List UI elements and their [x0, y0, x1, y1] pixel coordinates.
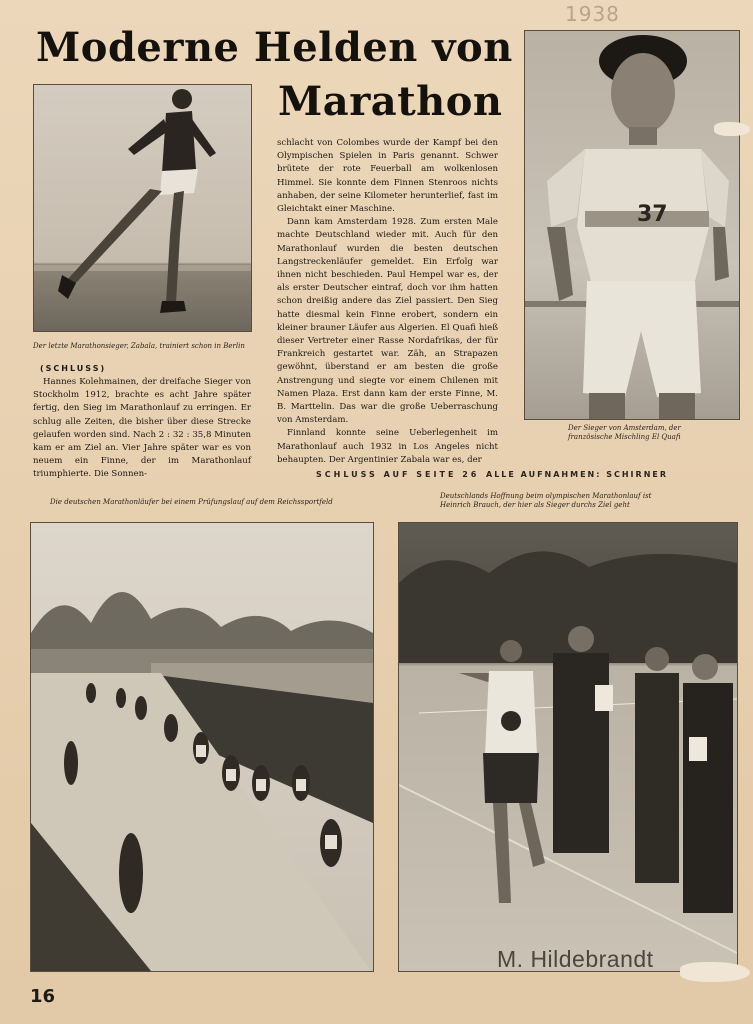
caption-brauch-line2: Heinrich Brauch, der hier als Sieger durchs Ziel geht: [440, 501, 630, 509]
article-paragraph: schlacht von Colombes wurde der Kampf bei den Olympischen Spielen in Paris genannt. Schwer brütete der rote Feuerball am wolkenlosen Himmel. Sie konnte dem Finnen Stenroos nichts anhaben, der seine Kilometer herunterlief, fast im Gleichtakt einer Maschine.: [277, 138, 498, 215]
handwritten-year: 1938: [565, 2, 620, 26]
paper-tear: [714, 122, 750, 136]
photo-credit: ALLE AUFNAHMEN: SCHIRNER: [486, 470, 669, 479]
page-number: 16: [30, 986, 56, 1007]
article-paragraph: Finnland konnte seine Ueberlegenheit im Marathonlauf auch 1932 in Los Angeles nicht behaupten. Der Argentinier Zabala war es, der: [277, 428, 498, 465]
page-title-line1: Moderne Helden von: [36, 24, 513, 71]
caption-zabala: Der letzte Marathonsieger, Zabala, trainiert schon in Berlin: [33, 342, 245, 350]
watermark: M. Hildebrandt: [497, 946, 654, 972]
continued-note: SCHLUSS AUF SEITE 26: [316, 470, 480, 479]
section-tag: (SCHLUSS): [40, 364, 107, 373]
photo-zabala-training: [33, 84, 252, 332]
page-title-line2: Marathon: [278, 78, 503, 125]
bib-number: 37: [637, 202, 668, 227]
caption-el-quafi-line2: französische Mischling El Quafi: [568, 433, 681, 441]
article-paragraph: Dann kam Amsterdam 1928. Zum ersten Male machte Deutschland wieder mit. Auch für den Marathonlauf wurden die besten deutschen Langstreckenläufer gemeldet. Ein Erfolg war ihnen nicht beschieden. Paul Hempel war es, der als erster Deutscher eintraf, doch vor ihm hatten schon dreißig andere das Ziel passiert. Den Sieg hatte diesmal kein Finne erobert, sondern ein kleiner brauner Läufer aus Algerien. El Quafi hieß dieser Vertreter einer Rasse Nordafrikas, der für Frankreich gestartet war. Zäh, an Strapazen gewöhnt, überstand er am besten die große Anstrengung und siegte vor einem Chilenen mit Namen Plaza. Erst dann kam der erste Finne, M. B. Marttelin. Das war die große Ueberraschung von Amsterdam.: [277, 217, 498, 426]
photo-el-quafi: [524, 30, 740, 420]
caption-el-quafi-line1: Der Sieger von Amsterdam, der: [568, 424, 681, 432]
paper-tear: [680, 962, 750, 982]
caption-training-run: Die deutschen Marathonläufer bei einem Prüfungslauf auf dem Reichssportfeld: [50, 498, 333, 506]
caption-brauch-line1: Deutschlands Hoffnung beim olympischen Marathonlauf ist: [440, 492, 652, 500]
photo-training-run: [30, 522, 374, 972]
article-column-2: [277, 137, 498, 467]
article-column-1: [33, 376, 251, 482]
article-paragraph: Hannes Kolehmainen, der dreifache Sieger von Stockholm 1912, brachte es acht Jahre später fertig, den Sieg im Marathonlauf zu erringen. Er schlug alle Zeiten, die bisher über diese Strecke gelaufen worden sind. Nach 2 : 32 : 35,8 Minuten kam er am Ziel an. Vier Jahre später war es von neuem ein Finne, der im Marathonlauf triumphierte. Die Sonnen-: [33, 377, 251, 480]
photo-brauch-finish: [398, 522, 738, 972]
